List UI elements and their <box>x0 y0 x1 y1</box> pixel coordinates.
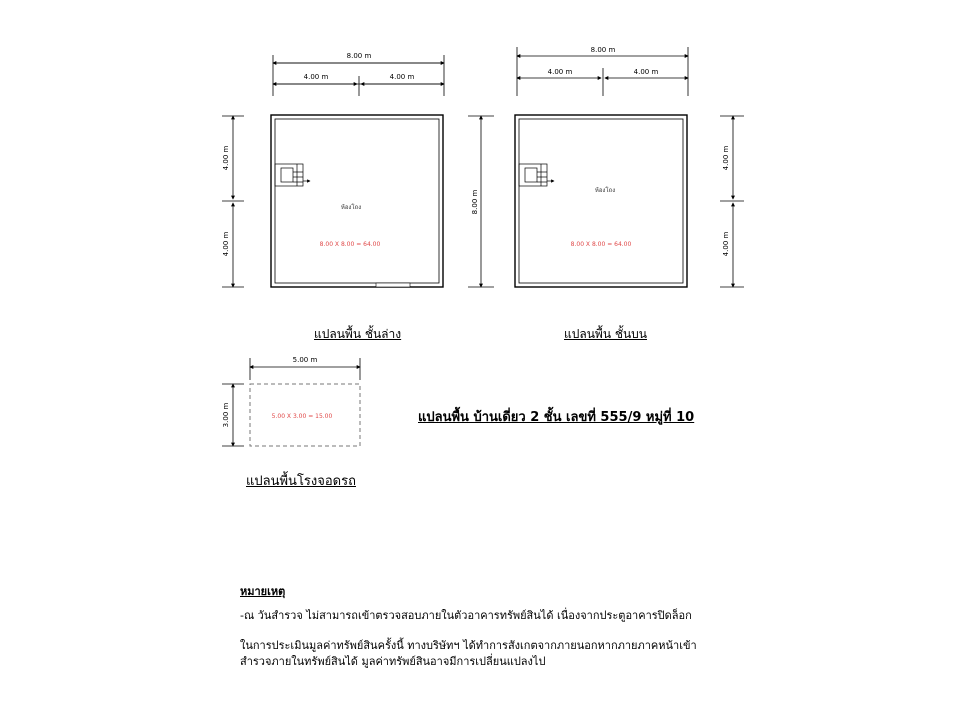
notes-line-1: -ณ วันสำรวจ ไม่สามารถเข้าตรวจสอบภายในตัวอาคารทรัพย์สินได้ เนื่องจากประตูอาคารปิดล็อก <box>240 609 692 622</box>
lower-dim-left-half: 4.00 m <box>303 73 329 81</box>
upper-dim-right-lower: 4.00 m <box>722 231 730 257</box>
garage-caption: แปลนพื้นโรงจอดรถ <box>246 474 356 489</box>
lower-outer-wall <box>271 115 443 287</box>
garage-dim-depth: 3.00 m <box>222 402 230 428</box>
upper-room-label: ห้องโถง <box>594 187 616 194</box>
upper-right-dimension <box>720 116 744 287</box>
lower-inner-wall <box>275 119 439 283</box>
lower-room-label: ห้องโถง <box>340 204 362 211</box>
upper-top-dimension <box>517 47 688 96</box>
upper-dim-left-half: 4.00 m <box>547 68 573 76</box>
lower-floor-plan <box>222 52 494 287</box>
upper-outer-wall <box>515 115 687 287</box>
notes-line-2: ในการประเมินมูลค่าทรัพย์สินครั้งนี้ ทางบริษัทฯ ได้ทำการสังเกตจากภายนอกหากภายภาคหน้าเข้า <box>240 639 697 652</box>
upper-area-label: 8.00 X 8.00 = 64.00 <box>570 241 632 248</box>
garage-area-label: 5.00 X 3.00 = 15.00 <box>271 413 333 420</box>
notes-line-3: สำรวจภายในทรัพย์สินได้ มูลค่าทรัพย์สินอาจมีการเปลี่ยนแปลงไป <box>240 655 546 668</box>
lower-door <box>376 283 410 287</box>
lower-dim-right-total: 8.00 m <box>471 189 479 215</box>
lower-dim-right-half: 4.00 m <box>389 73 415 81</box>
lower-area-label: 8.00 X 8.00 = 64.00 <box>319 241 381 248</box>
upper-dim-right-half: 4.00 m <box>633 68 659 76</box>
lower-top-dimension <box>273 55 444 96</box>
upper-stair-icon <box>519 164 554 186</box>
upper-dim-right-upper: 4.00 m <box>722 145 730 171</box>
lower-dim-left-upper: 4.00 m <box>222 145 230 171</box>
lower-left-dimension <box>222 116 244 287</box>
lower-stair-icon <box>275 164 310 186</box>
garage-plan <box>222 356 360 446</box>
upper-floor-plan <box>515 46 744 287</box>
plan-title: แปลนพื้น บ้านเดี่ยว 2 ชั้น เลขที่ 555/9 หมู่ที่ 10 <box>418 410 695 425</box>
upper-floor-caption: แปลนพื้น ชั้นบน <box>564 327 648 341</box>
notes-section <box>240 584 880 670</box>
upper-dim-total-width: 8.00 m <box>590 46 616 54</box>
lower-dim-left-lower: 4.00 m <box>222 231 230 257</box>
lower-dim-total-width: 8.00 m <box>346 52 372 60</box>
upper-inner-wall <box>519 119 683 283</box>
notes-heading: หมายเหตุ <box>240 585 286 598</box>
garage-dim-width: 5.00 m <box>292 356 318 364</box>
lower-floor-caption: แปลนพื้น ชั้นล่าง <box>314 327 402 341</box>
